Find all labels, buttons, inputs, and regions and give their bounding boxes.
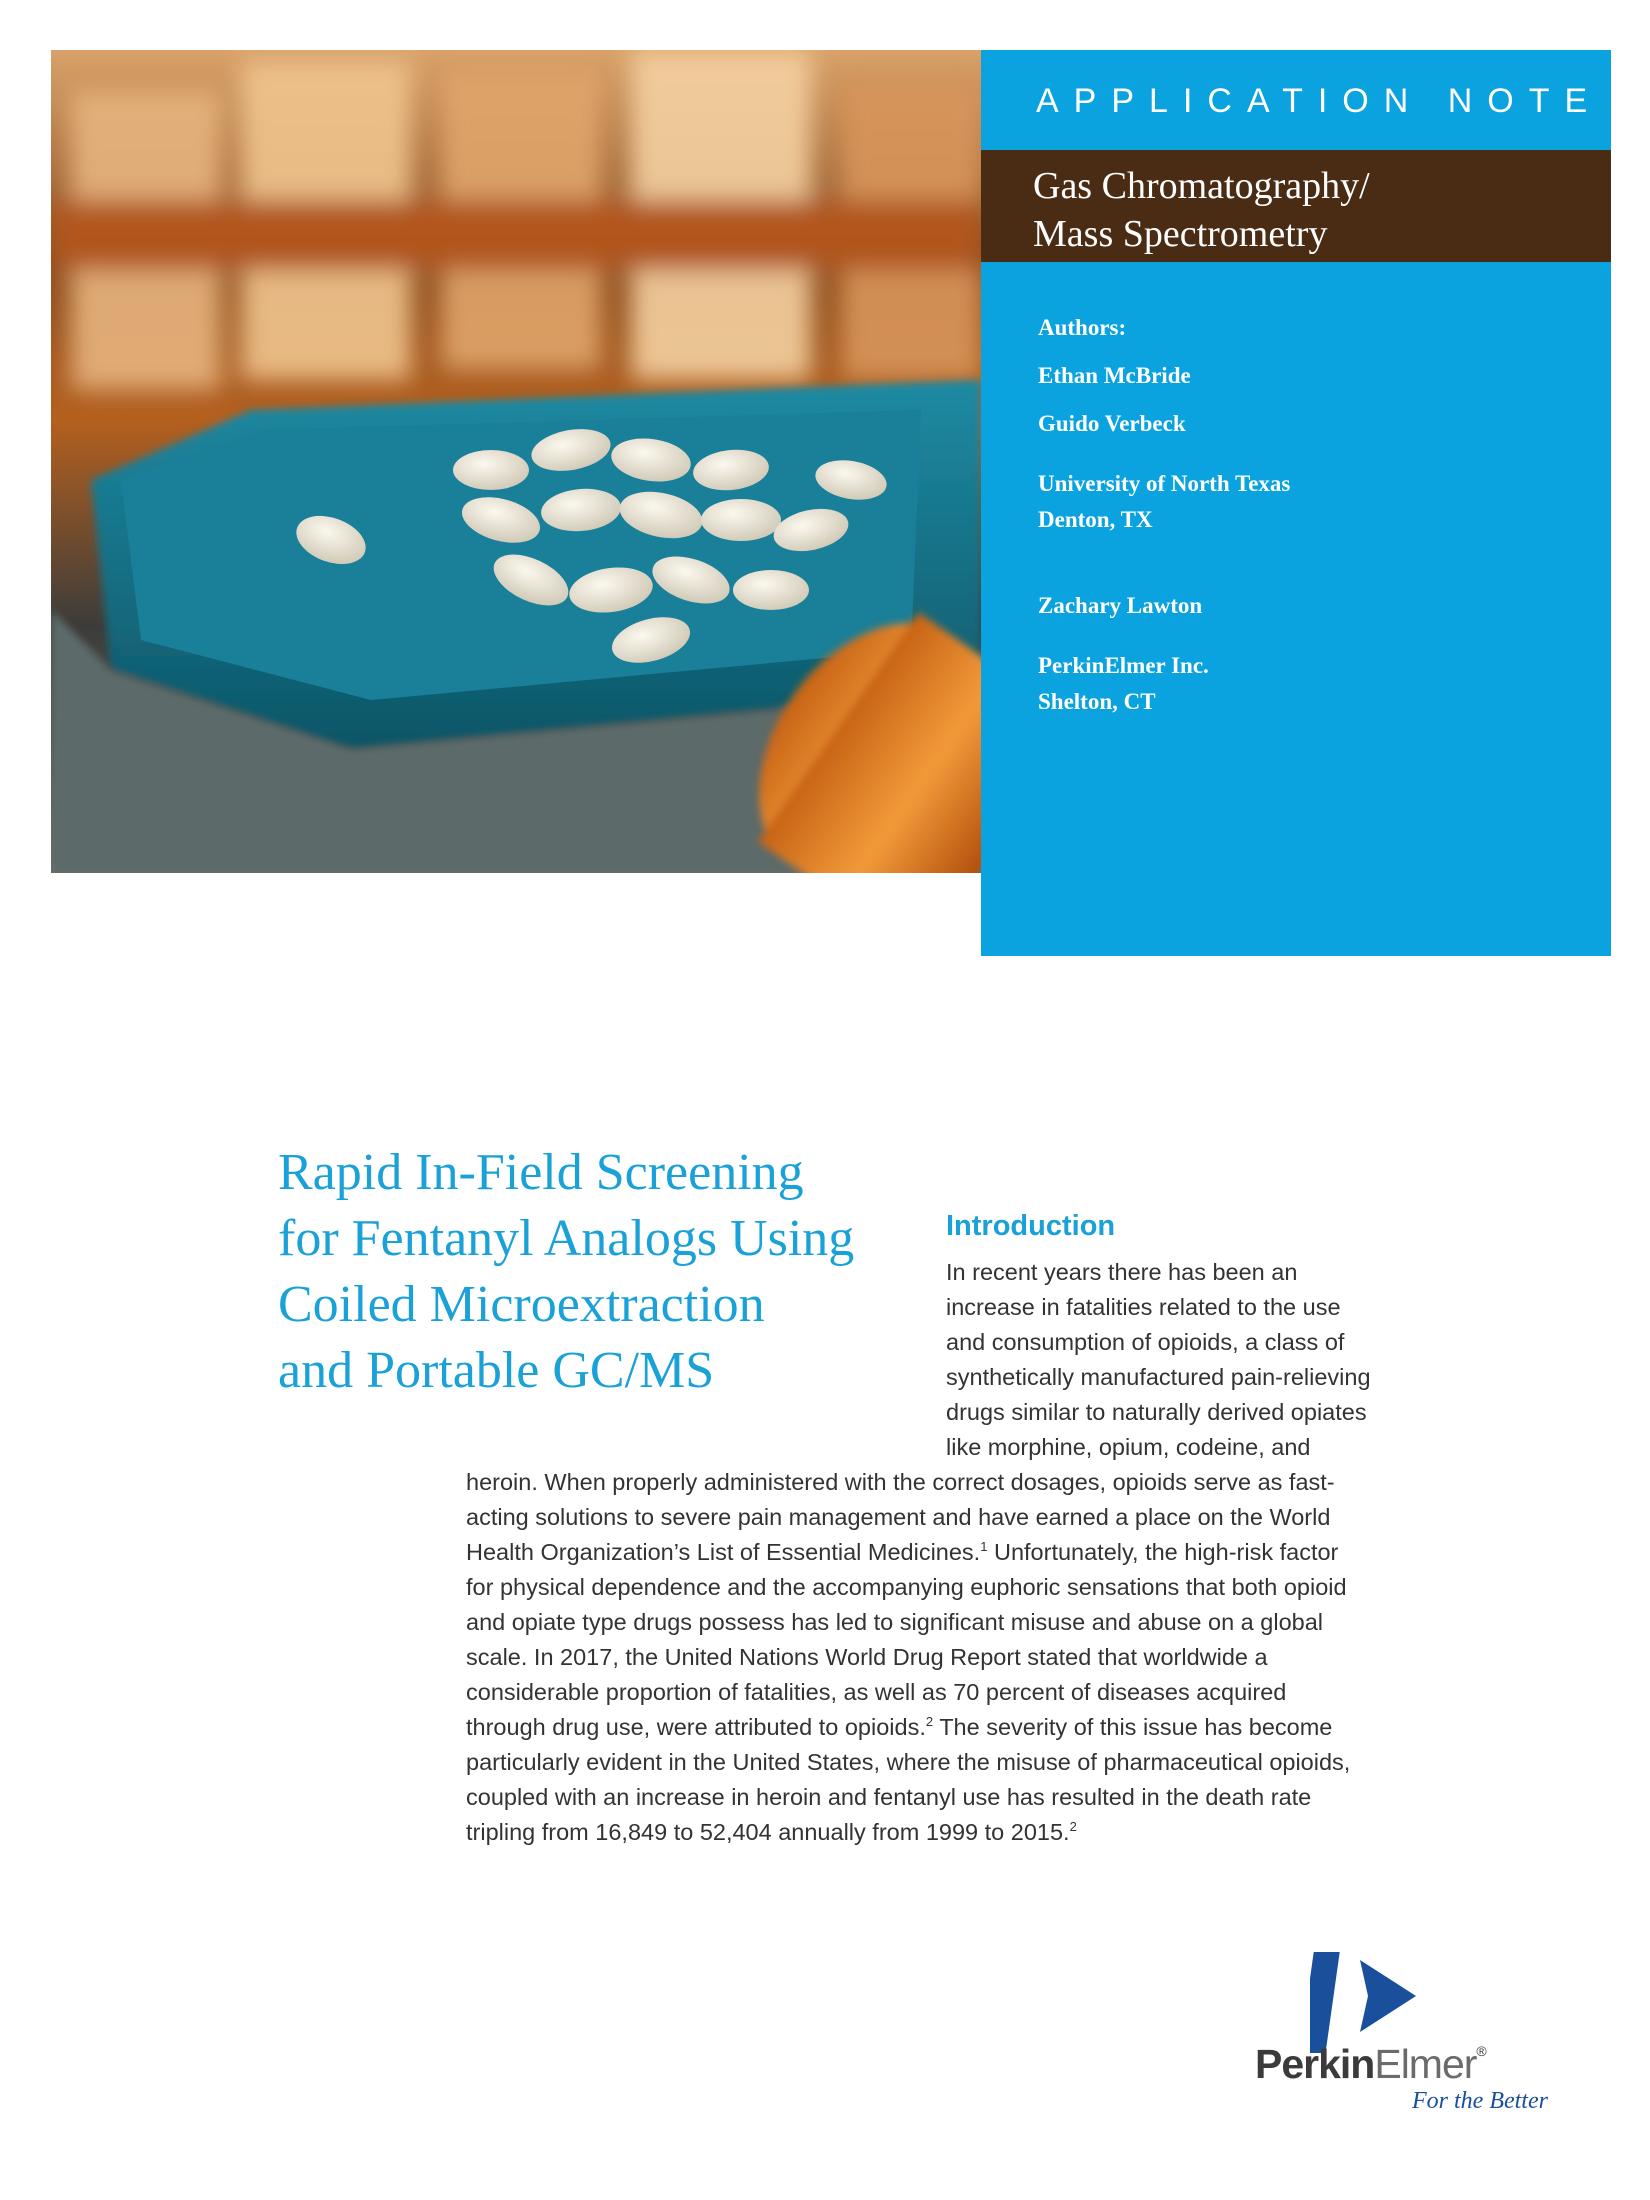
body-line: for physical dependence and the accompanying euphoric sensations that both opioid bbox=[466, 1574, 1347, 1600]
category-title: Gas Chromatography/ Mass Spectrometry bbox=[1033, 165, 1370, 255]
body-line bbox=[466, 1815, 1350, 1850]
application-note-label: APPLICATION NOTE bbox=[1036, 82, 1603, 120]
body-line bbox=[466, 1710, 1350, 1745]
body-text: tripling from 16,849 to 52,404 annually from 1999 to 2015. bbox=[466, 1819, 1070, 1845]
body-text: Unfortunately, the high-risk factor bbox=[987, 1539, 1339, 1565]
body-line: and consumption of opioids, a class of bbox=[946, 1329, 1345, 1355]
author-name: Ethan McBride bbox=[1038, 363, 1191, 388]
body-line: and opiate type drugs possess has led to significant misuse and abuse on a global bbox=[466, 1609, 1324, 1635]
footnote-ref: 2 bbox=[925, 1714, 934, 1729]
affiliation-line: PerkinElmer Inc. bbox=[1038, 653, 1209, 678]
title-line: Coiled Microextraction bbox=[278, 1276, 765, 1333]
body-line: coupled with an increase in heroin and fentanyl use has resulted in the death rate bbox=[466, 1784, 1312, 1810]
registered-mark: ® bbox=[1476, 2043, 1486, 2059]
title-line: Rapid In-Field Screening bbox=[278, 1144, 804, 1201]
body-line: scale. In 2017, the United Nations World Drug Report stated that worldwide a bbox=[466, 1644, 1268, 1670]
affiliation-line: Shelton, CT bbox=[1038, 689, 1156, 714]
body-text: through drug use, were attributed to opioids. bbox=[466, 1714, 926, 1740]
body-line: considerable proportion of fatalities, as well as 70 percent of diseases acquired bbox=[466, 1679, 1287, 1705]
body-line: drugs similar to naturally derived opiates bbox=[946, 1399, 1367, 1425]
authors-block bbox=[1038, 310, 1578, 720]
perkinelmer-wordmark bbox=[1255, 2041, 1486, 2088]
body-text: The severity of this issue has become bbox=[933, 1714, 1333, 1740]
body-line: heroin. When properly administered with the correct dosages, opioids serve as fast- bbox=[466, 1469, 1335, 1495]
introduction-heading: Introduction bbox=[946, 1210, 1116, 1242]
author-name: Guido Verbeck bbox=[1038, 411, 1186, 436]
affiliation-line: University of North Texas bbox=[1038, 471, 1291, 496]
wordmark-light: Elmer bbox=[1374, 2041, 1477, 2087]
perkinelmer-logo-icon bbox=[1310, 1950, 1420, 2055]
document-title bbox=[278, 1140, 918, 1404]
body-line: like morphine, opium, codeine, and bbox=[946, 1434, 1311, 1460]
pills-tray-illustration bbox=[51, 50, 981, 873]
body-text: Health Organization’s List of Essential Medicines. bbox=[466, 1539, 981, 1565]
author-name: Zachary Lawton bbox=[1038, 593, 1203, 618]
wordmark-bold: Perkin bbox=[1255, 2041, 1375, 2087]
body-line: acting solutions to severe pain management and have earned a place on the World bbox=[466, 1504, 1331, 1530]
logo-tagline: For the Better bbox=[1412, 2088, 1548, 2114]
intro-paragraph-continued bbox=[466, 1465, 1350, 1850]
affiliation-line: Denton, TX bbox=[1038, 507, 1153, 532]
hero-photo-pills bbox=[51, 50, 981, 873]
body-line: synthetically manufactured pain-relieving bbox=[946, 1364, 1371, 1390]
body-line: In recent years there has been an bbox=[946, 1259, 1298, 1285]
title-line: and Portable GC/MS bbox=[278, 1342, 715, 1399]
body-line bbox=[466, 1535, 1350, 1570]
title-line: for Fentanyl Analogs Using bbox=[278, 1210, 855, 1267]
footnote-ref: 1 bbox=[980, 1539, 988, 1554]
authors-heading: Authors: bbox=[1038, 315, 1127, 340]
body-line: particularly evident in the United States, where the misuse of pharmaceutical opioids, bbox=[466, 1749, 1351, 1775]
intro-paragraph-top bbox=[946, 1255, 1371, 1465]
body-line: increase in fatalities related to the use bbox=[946, 1294, 1341, 1320]
footnote-ref: 2 bbox=[1069, 1819, 1077, 1834]
